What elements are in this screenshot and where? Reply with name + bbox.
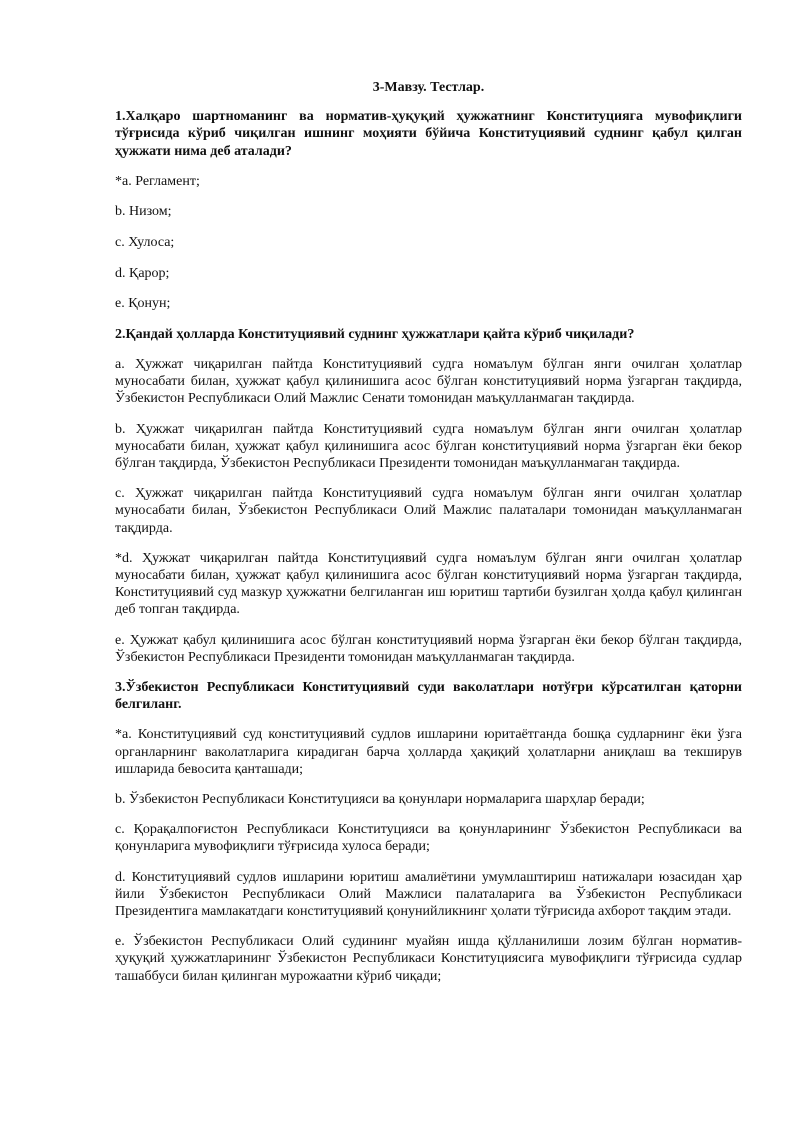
options-list: [115, 173, 742, 313]
answer-option: b. Низом;: [115, 204, 172, 220]
answer-option: a. Ҳужжат чиқарилган пайтда Конституциявий судга номаълум бўлган янги очилган ҳолатлар муносабати билан, ҳужжат қабул қилинишига асос бўлган конституциявий норма ўзгарган тақдирда, Ўзбекистон Республикаси Олий Мажлис Сенати томонидан маъқулланмаган тақдирда.: [115, 356, 742, 407]
answer-option: e. Ўзбекистон Республикаси Олий судининг муайян ишда қўлланилиши лозим бўлган норматив-ҳуқуқий ҳужжатларининг Ўзбекистон Республикаси Конституциясига мувофиқлиги тўғрисида судлар ташаббуси билан қилинган мурожаатни кўриб чиқади;: [115, 934, 742, 984]
answer-option: e. Ҳужжат қабул қилинишига асос бўлган конституциявий норма ўзгарган ёки бекор бўлган тақдирда, Ўзбекистон Республикаси Президенти томонидан маъқулланмаган тақдирда.: [115, 632, 742, 665]
answer-option: d. Қарор;: [115, 265, 170, 281]
answer-option: e. Қонун;: [115, 296, 171, 312]
answer-option: c. Ҳужжат чиқарилган пайтда Конституциявий судга номаълум бўлган янги очилган ҳолатлар муносабати билан, Ўзбекистон Республикаси Олий Мажлис палаталари томонидан маъқулланмаган тақдирда.: [115, 486, 742, 536]
answer-option: d. Конституциявий судлов ишларини юритиш амалиётини умумлаштириш натижалари юзасидан ҳар йили Ўзбекистон Республикаси Олий Мажлиси палаталарига ва Ўзбекистон Республикаси Президентига мамлакатдаги конституциявий қонунийликнинг ҳолати тўғрисида ахборот тақдим этади.: [115, 869, 742, 920]
answer-option: *d. Ҳужжат чиқарилган пайтда Конституциявий судга номаълум бўлган янги очилган ҳолатлар муносабати билан, ҳужжат қабул қилинишига асос бўлган конституциявий норма ўзгарган тақдирда, Конституциявий суд мазкур ҳужжатни белгиланган иш юритиш тартиби бузилган ҳолда қабул қилинган деб топган тақдирда.: [115, 550, 742, 618]
question-block-2: [115, 326, 742, 666]
question-text: 2.Қандай ҳолларда Конституциявий суднинг ҳужжатлари қайта кўриб чиқилади?: [115, 326, 635, 342]
answer-option: b. Ўзбекистон Республикаси Конституцияси ва қонунлари нормаларига шарҳлар беради;: [115, 792, 645, 808]
answer-option: *a. Конституциявий суд конституциявий судлов ишларини юритаётганда бошқа судларнинг ёки ўзга органларнинг ваколатларига кирадиган барча ҳолларда ҳақиқий ҳолатларни аниқлаш ва текширув ишларида бевосита қанташади;: [115, 727, 742, 777]
question-block-1: [115, 108, 742, 312]
answer-option: b. Ҳужжат чиқарилган пайтда Конституциявий судга номаълум бўлган янги очилган ҳолатлар муносабати билан, ҳужжат қабул қилинишига асос бўлган конституциявий норма ўзгарган ёки бекор бўлган тақдирда, Ўзбекистон Республикаси Президенти томонидан маъқулланмаган тақдирда.: [115, 421, 742, 471]
document-title: 3-Мавзу. Тестлар.: [372, 80, 485, 95]
answer-option: *a. Регламент;: [115, 173, 200, 189]
answer-option: c. Хулоса;: [115, 235, 175, 250]
question-text: 3.Ўзбекистон Республикаси Конституциявий суди ваколатлари нотўғри кўрсатилган қаторни белгиланг.: [115, 680, 742, 713]
options-list: [115, 356, 742, 666]
question-block-3: [115, 679, 742, 985]
answer-option: c. Қорақалпоғистон Республикаси Конституцияси ва қонунларининг Ўзбекистон Республикаси ва қонунларига мувофиқлиги тўғрисида хулоса беради;: [115, 822, 742, 855]
options-list: [115, 726, 742, 984]
document-body: [115, 79, 742, 998]
question-text: 1.Халқаро шартноманинг ва норматив-ҳуқуқий ҳужжатнинг Конституцияга мувофиқлиги тўғрисида кўриб чиқилган ишнинг моҳияти бўйича Конституциявий суднинг қабул қилган ҳужжати нима деб аталади?: [115, 109, 742, 159]
